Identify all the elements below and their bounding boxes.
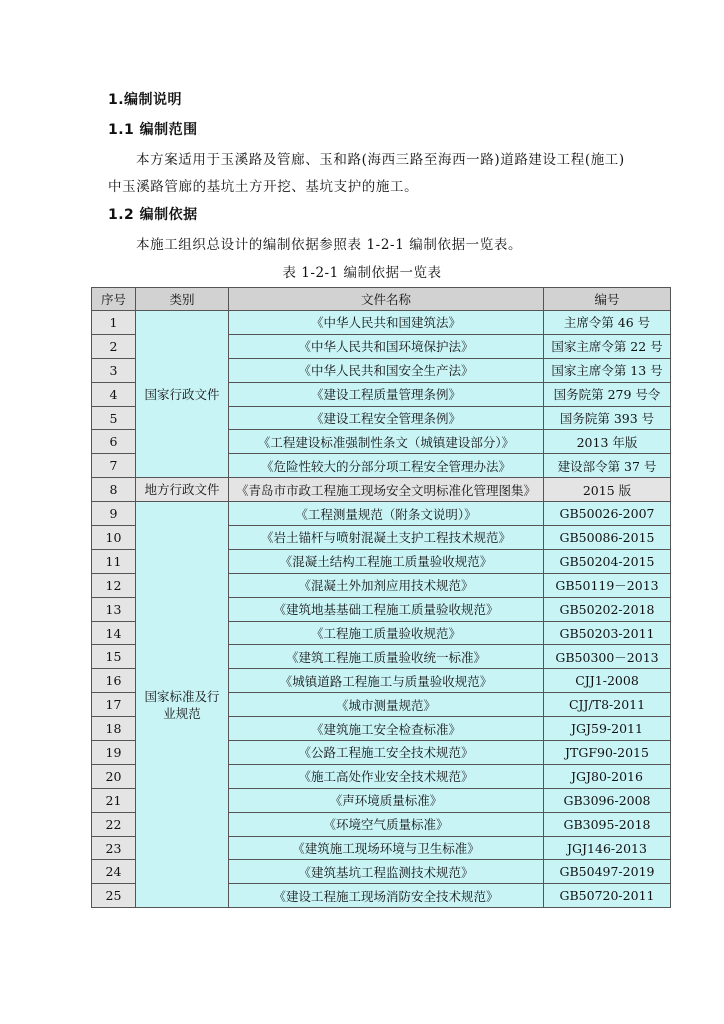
document-name: 《中华人民共和国安全生产法》 xyxy=(229,358,544,382)
table-row xyxy=(92,311,671,335)
category-national-admin: 国家行政文件 xyxy=(136,311,229,478)
row-number: 7 xyxy=(92,454,136,478)
section-heading-1: 1.编制说明 xyxy=(108,92,183,108)
document-code: GB50203-2011 xyxy=(544,621,671,645)
document-code: JGJ80-2016 xyxy=(544,764,671,788)
document-name: 《工程测量规范（附条文说明）》 xyxy=(229,502,544,526)
document-code: JGJ59-2011 xyxy=(544,717,671,741)
document-code: JTGF90-2015 xyxy=(544,741,671,765)
document-code: GB50202-2018 xyxy=(544,597,671,621)
document-code: 主席令第 46 号 xyxy=(544,311,671,335)
row-number: 5 xyxy=(92,406,136,430)
row-number: 18 xyxy=(92,717,136,741)
document-name: 《建设工程安全管理条例》 xyxy=(229,406,544,430)
category-national-standard xyxy=(136,502,229,908)
header-code: 编号 xyxy=(544,288,671,311)
document-code: 国家主席令第 13 号 xyxy=(544,358,671,382)
document-name: 《建设工程质量管理条例》 xyxy=(229,382,544,406)
document-code: GB3095-2018 xyxy=(544,812,671,836)
row-number: 2 xyxy=(92,334,136,358)
document-name: 《岩土锚杆与喷射混凝土支护工程技术规范》 xyxy=(229,526,544,550)
document-name: 《公路工程施工安全技术规范》 xyxy=(229,741,544,765)
document-name: 《施工高处作业安全技术规范》 xyxy=(229,764,544,788)
table-header-row xyxy=(92,288,671,311)
document-code: 建设部令第 37 号 xyxy=(544,454,671,478)
document-name: 《青岛市市政工程施工现场安全文明标准化管理图集》 xyxy=(229,478,544,502)
document-code: CJJ/T8-2011 xyxy=(544,693,671,717)
row-number: 23 xyxy=(92,836,136,860)
row-number: 20 xyxy=(92,764,136,788)
document-name: 《建筑工程施工质量验收统一标准》 xyxy=(229,645,544,669)
header-category: 类别 xyxy=(136,288,229,311)
row-number: 1 xyxy=(92,311,136,335)
document-name: 《建设工程施工现场消防安全技术规范》 xyxy=(229,884,544,908)
document-code: GB50026-2007 xyxy=(544,502,671,526)
document-code: 国务院第 279 号令 xyxy=(544,382,671,406)
table-caption: 表 1-2-1 编制依据一览表 xyxy=(282,265,442,281)
row-number: 12 xyxy=(92,573,136,597)
scope-paragraph-line1: 本方案适用于玉溪路及管廊、玉和路(海西三路至海西一路)道路建设工程(施工) xyxy=(136,152,625,168)
document-code: 2015 版 xyxy=(544,478,671,502)
table-row xyxy=(92,478,671,502)
table-row xyxy=(92,502,671,526)
document-code: GB50300－2013 xyxy=(544,645,671,669)
row-number: 13 xyxy=(92,597,136,621)
document-code: GB50497-2019 xyxy=(544,860,671,884)
document-name: 《声环境质量标准》 xyxy=(229,788,544,812)
document-name: 《中华人民共和国环境保护法》 xyxy=(229,334,544,358)
row-number: 6 xyxy=(92,430,136,454)
row-number: 14 xyxy=(92,621,136,645)
header-document-name: 文件名称 xyxy=(229,288,544,311)
category-national-standard-line2: 业规范 xyxy=(163,705,201,721)
row-number: 15 xyxy=(92,645,136,669)
document-name: 《工程建设标准强制性条文（城镇建设部分）》 xyxy=(229,430,544,454)
document-name: 《工程施工质量验收规范》 xyxy=(229,621,544,645)
document-code: CJJ1-2008 xyxy=(544,669,671,693)
row-number: 22 xyxy=(92,812,136,836)
row-number: 25 xyxy=(92,884,136,908)
document-name: 《城市测量规范》 xyxy=(229,693,544,717)
document-code: GB50119－2013 xyxy=(544,573,671,597)
document-code: GB3096-2008 xyxy=(544,788,671,812)
document-name: 《建筑基坑工程监测技术规范》 xyxy=(229,860,544,884)
row-number: 3 xyxy=(92,358,136,382)
document-code: 国家主席令第 22 号 xyxy=(544,334,671,358)
document-code: 2013 年版 xyxy=(544,430,671,454)
document-name: 《建筑施工安全检查标准》 xyxy=(229,717,544,741)
row-number: 8 xyxy=(92,478,136,502)
document-code: GB50204-2015 xyxy=(544,549,671,573)
row-number: 4 xyxy=(92,382,136,406)
document-code: GB50720-2011 xyxy=(544,884,671,908)
document-name: 《中华人民共和国建筑法》 xyxy=(229,311,544,335)
document-name: 《混凝土外加剂应用技术规范》 xyxy=(229,573,544,597)
section-heading-1-1: 1.1 编制范围 xyxy=(108,122,198,138)
document-code: 国务院第 393 号 xyxy=(544,406,671,430)
row-number: 21 xyxy=(92,788,136,812)
row-number: 10 xyxy=(92,526,136,550)
row-number: 9 xyxy=(92,502,136,526)
category-national-standard-line1: 国家标准及行 xyxy=(144,688,220,704)
document-name: 《建筑地基基础工程施工质量验收规范》 xyxy=(229,597,544,621)
row-number: 24 xyxy=(92,860,136,884)
document-name: 《危险性较大的分部分项工程安全管理办法》 xyxy=(229,454,544,478)
document-name: 《城镇道路工程施工与质量验收规范》 xyxy=(229,669,544,693)
row-number: 16 xyxy=(92,669,136,693)
row-number: 19 xyxy=(92,741,136,765)
row-number: 11 xyxy=(92,549,136,573)
document-name: 《环境空气质量标准》 xyxy=(229,812,544,836)
basis-table xyxy=(91,287,671,908)
scope-paragraph-line2: 中玉溪路管廊的基坑土方开挖、基坑支护的施工。 xyxy=(108,179,419,195)
document-name: 《建筑施工现场环境与卫生标准》 xyxy=(229,836,544,860)
row-number: 17 xyxy=(92,693,136,717)
section-heading-1-2: 1.2 编制依据 xyxy=(108,207,198,223)
basis-paragraph: 本施工组织总设计的编制依据参照表 1-2-1 编制依据一览表。 xyxy=(136,237,523,253)
document-code: JGJ146-2013 xyxy=(544,836,671,860)
category-local-admin: 地方行政文件 xyxy=(136,478,229,502)
document-name: 《混凝土结构工程施工质量验收规范》 xyxy=(229,549,544,573)
header-no: 序号 xyxy=(92,288,136,311)
document-code: GB50086-2015 xyxy=(544,526,671,550)
table-body xyxy=(92,311,671,908)
